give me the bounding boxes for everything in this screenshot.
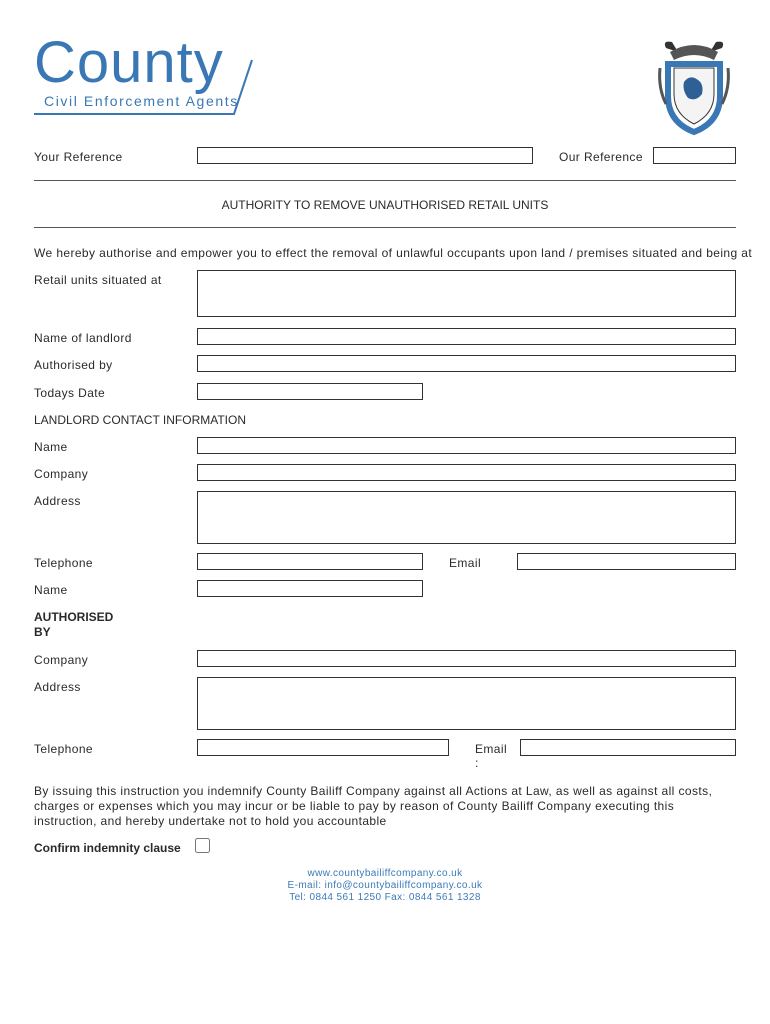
logo-subtitle: Civil Enforcement Agents — [44, 93, 239, 109]
confirm-indemnity-label: Confirm indemnity clause — [34, 841, 181, 855]
our-reference-input[interactable] — [653, 147, 736, 164]
contact-name2-label: Name — [34, 583, 68, 597]
landlord-contact-heading: LANDLORD CONTACT INFORMATION — [34, 413, 247, 427]
contact-name-input[interactable] — [197, 437, 736, 454]
auth-email-input[interactable] — [520, 739, 736, 756]
auth-address-input[interactable] — [197, 677, 736, 730]
auth-telephone-input[interactable] — [197, 739, 449, 756]
authorised-by-heading: AUTHORISED BY — [34, 610, 114, 639]
footer-website[interactable]: www.countybailiffcompany.co.uk — [307, 868, 463, 879]
your-reference-label: Your Reference — [34, 150, 123, 164]
your-reference-input[interactable] — [197, 147, 533, 164]
contact-telephone-input[interactable] — [197, 553, 423, 570]
confirm-indemnity-checkbox[interactable] — [195, 838, 210, 853]
footer-phone: Tel: 0844 561 1250 Fax: 0844 561 1328 — [289, 892, 481, 903]
footer-email[interactable]: E-mail: info@countybailiffcompany.co.uk — [287, 880, 483, 891]
divider-top — [34, 180, 736, 181]
contact-company-label: Company — [34, 467, 89, 481]
contact-email-input[interactable] — [517, 553, 736, 570]
contact-name2-input[interactable] — [197, 580, 423, 597]
intro-text: We hereby authorise and empower you to effect the removal of unlawful occupants upon land / premises situated and being at — [34, 246, 753, 260]
auth-telephone-label: Telephone — [34, 742, 93, 756]
our-reference-label: Our Reference — [559, 150, 643, 164]
logo-title: County — [34, 30, 224, 95]
auth-company-label: Company — [34, 653, 89, 667]
landlord-name-input[interactable] — [197, 328, 736, 345]
contact-address-input[interactable] — [197, 491, 736, 544]
indemnity-text: By issuing this instruction you indemnify County Bailiff Company against all Actions at Law, as well as against all costs, charges or expenses which you may incur or be liable to pay by reason of County Bailiff Company executing this instruction, and hereby undertake not to hold you accountable — [34, 784, 713, 828]
contact-email-label: Email — [449, 556, 482, 570]
contact-company-input[interactable] — [197, 464, 736, 481]
divider-bottom — [34, 227, 736, 228]
authorised-by-input[interactable] — [197, 355, 736, 372]
retail-units-label: Retail units situated at — [34, 273, 162, 287]
authorised-by-label: Authorised by — [34, 358, 113, 372]
contact-name-label: Name — [34, 440, 68, 454]
form-title: AUTHORITY TO REMOVE UNAUTHORISED RETAIL UNITS — [221, 198, 549, 212]
todays-date-label: Todays Date — [34, 386, 106, 400]
todays-date-input[interactable] — [197, 383, 423, 400]
auth-email-label: Email : — [475, 742, 508, 770]
landlord-name-label: Name of landlord — [34, 331, 132, 345]
retail-units-input[interactable] — [197, 270, 736, 317]
auth-address-label: Address — [34, 680, 81, 694]
auth-company-input[interactable] — [197, 650, 736, 667]
contact-address-label: Address — [34, 494, 81, 508]
contact-telephone-label: Telephone — [34, 556, 93, 570]
crest-icon — [656, 38, 732, 138]
